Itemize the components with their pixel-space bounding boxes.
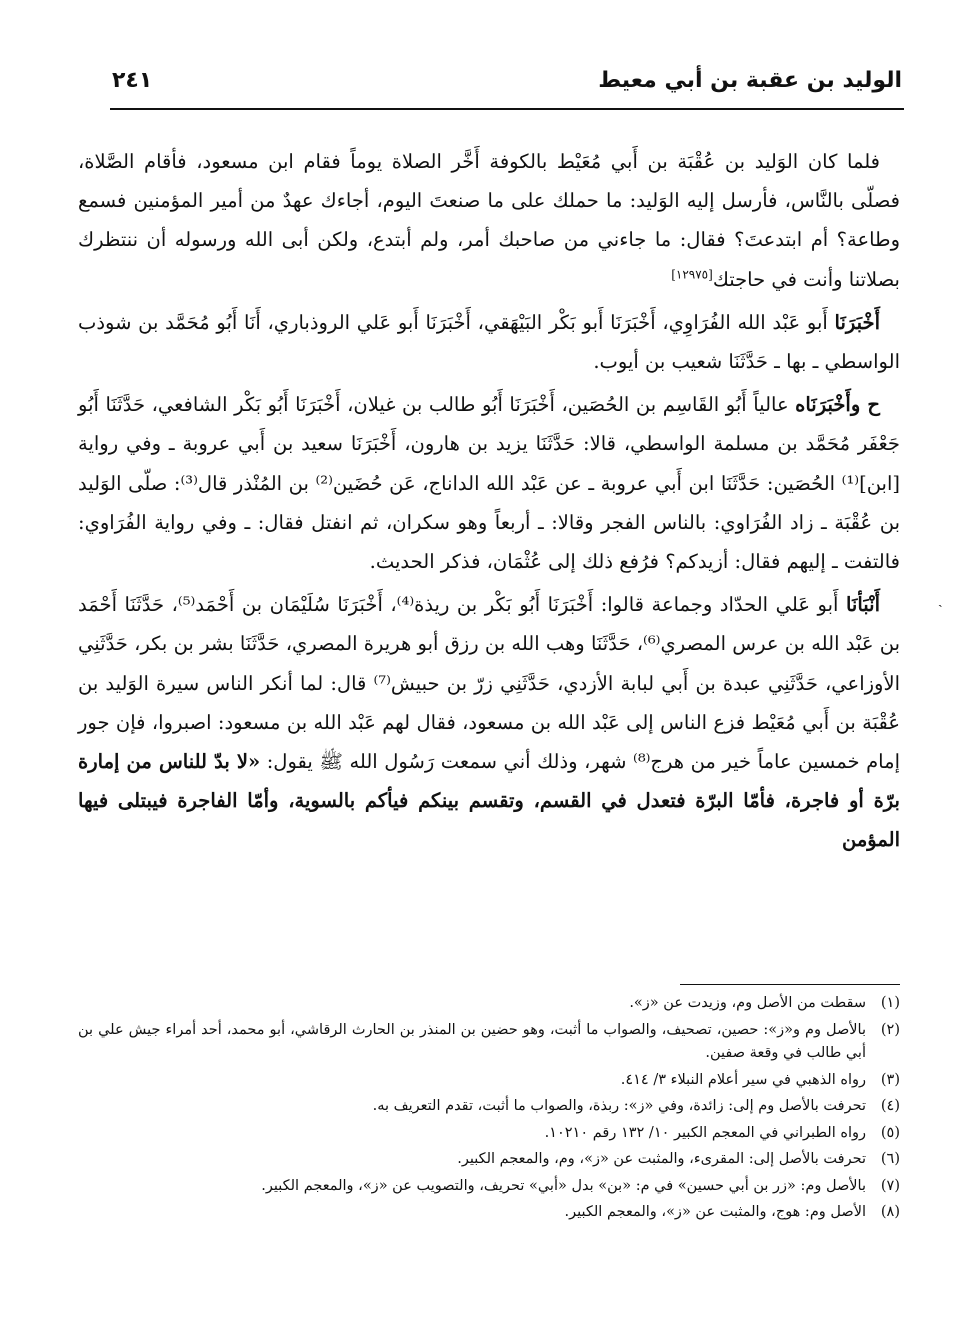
footnote-text: تحرفت بالأصل إلى: المقرىء، والمثبت عن «ز»، وم، والمعجم الكبير. bbox=[457, 1151, 866, 1167]
paragraph-text: أَبو عَبْد الله الفُرَاوِي، أَخْبَرَنَا أَبو بَكْر البَيْهَقي، أَخْبَرَنَا أَبو عَلي الروذباري، أَنَا أَبُو مُحَمَّد بن شوذب الواسطي ـ بها ـ حَدَّثَنَا شعيب بن أيوب. bbox=[78, 310, 900, 374]
paragraph-text: عالياً أَبُو القَاسِم بن الحُصَين، أَخْبَرَنَا أَبُو طالب بن غيلان، أَخْبَرَنَا أَبُو بَكْر الشافعي، حَدَّثَنَا أَبُو جَعْفَر مُحَمَّد بن مسلمة الواسطي، قالا: حَدَّثَنَا يزيد بن هارون، أَخْبَرَنَا سعيد بن أَبي عروبة ـ وفي رواية [ابن]⁽¹⁾ الحُصَين: حَدَّثَنَا ابن أَبي عروبة ـ عن عَبْد الله الداناج، عَن حُضَين⁽²⁾ بن المُنْذر قال⁽³⁾: صلّى الوَليد بن عُقْبَة ـ زاد الفُرَاوي: بالناس الفجر وقالا: ـ أربعاً وهو سكران، ثم انفتل فقال: ـ وفي رواية الفُرَاوي: فالتفت ـ إليهم فقال: أزيدكم؟ فرُفع ذلك إلى عُثْمَان، فذكر الحديث. bbox=[78, 393, 900, 574]
footnote-text: الأصل وم: هوج، والمثبت عن «ز»، والمعجم الكبير. bbox=[564, 1204, 866, 1220]
footnote bbox=[78, 1122, 900, 1146]
footnote-text: رواه الذهبي في سير أعلام النبلاء ٣/ ٤١٤. bbox=[620, 1071, 866, 1088]
paragraph-4 bbox=[78, 585, 900, 859]
footnotes bbox=[78, 992, 900, 1228]
page-header bbox=[112, 66, 902, 106]
footnote bbox=[78, 992, 900, 1016]
footnote-text: سقطت من الأصل وم، وزيدت عن «ز». bbox=[629, 995, 866, 1011]
footnote-number: (١) bbox=[880, 995, 900, 1011]
isnad-lead: أَنْبَأنَا bbox=[845, 593, 880, 617]
footnote-number: (٨) bbox=[880, 1204, 900, 1220]
footnote-text: تحرفت بالأصل وم إلى: زائدة، وفي «ز»: ربذة، والصواب ما أثبت، تقدم التعريف به. bbox=[372, 1098, 866, 1114]
main-text bbox=[78, 142, 900, 860]
footnote-text: بالأصل وم و«ز»: حصين، تصحيف، والصواب ما أثبت، وهو حضين بن المنذر بن الحارث الرقاشي، أبو محمد، أحد أمراء جيش علي بن أبي طالب في وقعة صفين. bbox=[78, 1021, 866, 1061]
paragraph-2 bbox=[78, 303, 900, 381]
footnote bbox=[78, 1201, 900, 1225]
isnad-lead: ح وأَخْبَرَنَاه bbox=[795, 393, 880, 417]
footnote-number: (٣) bbox=[880, 1071, 900, 1088]
footnote bbox=[78, 1175, 900, 1199]
paragraph-text: أَبو عَلي الحدّاد وجماعة قالوا: أَخْبَرَنَا أَبُو بَكْر بن ريذة⁽⁴⁾، أَخْبَرَنَا سُلَيْمَان بن أَحْمَد⁽⁵⁾، حَدَّثَنَا أَحْمَد بن عَبْد الله بن عرس المصري⁽⁶⁾، حَدَّثَنَا وهب الله بن رزق أبو هريرة المصري، حَدَّثَنَا بشر بن بكر، حَدَّثَنِي الأوزاعي، حَدَّثَنِي عبدة بن أَبي لبابة الأزدي، حَدَّثَنِي زرّ بن حبيش⁽⁷⁾ قال: لما أنكر الناس سيرة الوَليد بن عُقْبَة بن أَبي مُعَيْط فزع الناس إلى عَبْد الله بن مسعود، فقال لهم عَبْد الله بن مسعود: اصبروا، فإن جور إمام خمسين عاماً خير من هرج⁽⁸⁾ شهر، وذلك أني سمعت رَسُول الله ﷺ يقول: bbox=[78, 593, 900, 774]
footnote-text: بالأصل وم: «زر بن أبي حسين» في م: «بن» بدل «أبي» تحريف، والتصويب عن «ز»، والمعجم الكبير. bbox=[261, 1177, 866, 1194]
margin-mark: ˎ bbox=[938, 592, 943, 608]
page-number: ٢٤١ bbox=[112, 68, 153, 93]
footnote bbox=[78, 1148, 900, 1172]
footnote-number: (٤) bbox=[880, 1098, 900, 1114]
header-rule bbox=[110, 108, 904, 110]
hadith-quote: «لا بدّ للناس من إمارة برّة أو فاجرة، فأمّا البرّة فتعدل في القسم، وتقسم بينكم فيأكم بالسوية، وأمّا الفاجرة فيبتلى فيها المؤمن bbox=[78, 750, 900, 852]
footnote-text: رواه الطبراني في المعجم الكبير ١٠/ ١٣٢ رقم ١٠٢١٠. bbox=[544, 1124, 866, 1141]
footnote bbox=[78, 1095, 900, 1119]
paragraph-3 bbox=[78, 385, 900, 581]
footnote bbox=[78, 1019, 900, 1066]
paragraph-1 bbox=[78, 142, 900, 299]
isnad-lead: أَخْبَرَنَا bbox=[834, 310, 880, 334]
footnote-number: (٧) bbox=[880, 1177, 900, 1194]
running-title: الوليد بن عقبة بن أبي معيط bbox=[598, 68, 902, 93]
footnote-number: (٦) bbox=[880, 1151, 900, 1167]
hadith-number: [١٢٩٧٥] bbox=[671, 267, 713, 282]
footnote bbox=[78, 1069, 900, 1093]
footnote-number: (٢) bbox=[880, 1021, 900, 1038]
paragraph-text: فلما كان الوَليد بن عُقْبَة بن أَبي مُعَيْط بالكوفة أَخَّر الصلاة يوماً فقام ابن مسعود، فأقام الصَّلاة، فصلّى بالنَّاس، فأرسل إليه الوَليد: ما حملك على ما صنعتَ اليوم، أجاءك عهدٌ من أمير المؤمنين فسمع وطاعة؟ أم ابتدعتَ؟ فقال: ما جاءني من صاحبك أمر، ولم أبتدع، ولكن أبى الله ورسوله أن ننتظرك بصلاتنا وأنت في حاجتك bbox=[78, 150, 900, 291]
footnote-separator bbox=[680, 984, 900, 985]
footnote-number: (٥) bbox=[880, 1124, 900, 1141]
